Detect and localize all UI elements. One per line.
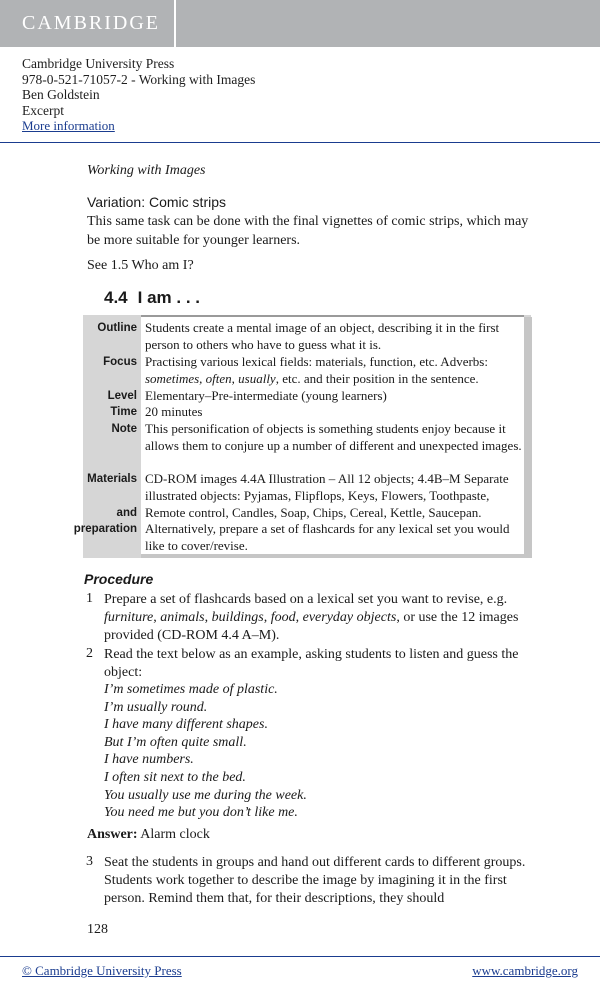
details-box-shadow-right: [524, 317, 532, 558]
variation-block: [87, 193, 537, 250]
label-time: Time: [110, 406, 137, 418]
banner-divider: [174, 0, 176, 47]
poem-line: You need me but you don’t like me.: [104, 805, 298, 821]
label-outline: Outline: [97, 322, 137, 334]
header-rule: [0, 142, 600, 143]
label-level: Level: [107, 390, 137, 402]
poem-line: I have numbers.: [104, 752, 194, 768]
poem-line: You usually use me during the week.: [104, 787, 307, 803]
poem-line: I’m usually round.: [104, 699, 208, 715]
step-number: 1: [86, 591, 93, 606]
website-link[interactable]: www.cambridge.org: [472, 963, 578, 978]
value-outline: Students create a mental image of an object, describing it in the first person to others who have to guess what it is.: [145, 320, 500, 352]
value-materials: CD-ROM images 4.4A Illustration – All 12 objects; 4.4B–M Separate illustrated objects: Pyjamas, Flipflops, Keys, Flowers, Toothpaste, Remote control, Candles, Soap, Chips, Cereal, Kettle, Saucepan.: [145, 471, 509, 520]
value-time: 20 minutes: [145, 404, 203, 419]
step-2: Read the text below as an example, asking students to listen and guess the object:: [104, 647, 519, 680]
poem-line: I often sit next to the bed.: [104, 769, 246, 785]
running-title: Working with Images: [87, 163, 206, 178]
value-preparation: Alternatively, prepare a set of flashcards for any lexical set you would like to cover/revise.: [145, 521, 510, 553]
label-focus: Focus: [103, 356, 137, 368]
procedure-heading: Procedure: [84, 571, 154, 587]
publisher-banner: [0, 0, 600, 47]
lexical-set: animals: [160, 610, 205, 625]
variation-title: Variation: Comic strips: [87, 194, 227, 210]
section-heading: [104, 288, 210, 308]
answer-line: [87, 827, 210, 843]
see-also: See 1.5 Who am I?: [87, 258, 194, 273]
lexical-set: buildings: [211, 610, 264, 625]
book-metadata: [22, 56, 255, 134]
label-and: and: [116, 507, 137, 519]
label-note: Note: [111, 423, 137, 435]
step-number: 3: [86, 854, 93, 869]
lexical-set: food: [270, 610, 296, 625]
label-materials: Materials: [87, 473, 137, 485]
example-text: [104, 681, 307, 822]
value-level: Elementary–Pre-intermediate (young learners): [145, 388, 387, 403]
step-1: Prepare a set of flashcards based on a lexical set you want to revise, e.g. furniture, animals, buildings, food, everyday objects, or use the 12 images provided (CD-ROM 4.4 A–M).: [104, 592, 519, 643]
footer-rule: [0, 956, 600, 957]
excerpt-line: Excerpt: [22, 102, 64, 118]
focus-text-a: Practising various lexical fields: materials, function, etc. Adverbs:: [145, 354, 488, 369]
author-line: Ben Goldstein: [22, 87, 100, 102]
value-note: This personification of objects is something students enjoy because it allows them to conjure up a number of different and unexpected images.: [145, 421, 522, 453]
answer-label: Answer:: [87, 827, 138, 842]
focus-adverbs: sometimes, often, usually: [145, 370, 276, 386]
step-number: 2: [86, 646, 93, 661]
poem-line: But I’m often quite small.: [104, 734, 247, 750]
value-focus: [145, 354, 523, 388]
page-number: 128: [87, 922, 108, 937]
variation-text: This same task can be done with the final vignettes of comic strips, which may be more suitable for younger learners.: [87, 214, 529, 248]
step-1-text-b: , or use the 12 images provided (CD-ROM 4.4 A–M).: [104, 610, 519, 643]
focus-text-b: , etc. and their position in the sentence.: [275, 370, 479, 386]
section-number: 4.4: [104, 288, 128, 307]
poem-line: I have many different shapes.: [104, 717, 268, 733]
step-1-text-a: Prepare a set of flashcards based on a lexical set you want to revise, e.g.: [104, 592, 508, 607]
cambridge-logo: CAMBRIDGE: [22, 12, 161, 34]
step-3: Seat the students in groups and hand out different cards to different groups. Students work together to describe the image by imagining it in the first person. Remind them that, for their descriptions, they should: [104, 855, 526, 906]
answer-value: Alarm clock: [140, 827, 210, 842]
isbn-line: 978-0-521-71057-2 - Working with Images: [22, 71, 256, 87]
lexical-set: everyday objects: [302, 610, 397, 625]
lexical-set: furniture: [104, 610, 154, 625]
publisher-line: Cambridge University Press: [22, 56, 175, 71]
poem-line: I’m sometimes made of plastic.: [104, 682, 278, 697]
label-preparation: preparation: [73, 523, 137, 535]
section-title: I am . . .: [137, 288, 200, 307]
more-information-link[interactable]: More information: [22, 118, 115, 133]
copyright-link[interactable]: © Cambridge University Press: [22, 963, 182, 978]
